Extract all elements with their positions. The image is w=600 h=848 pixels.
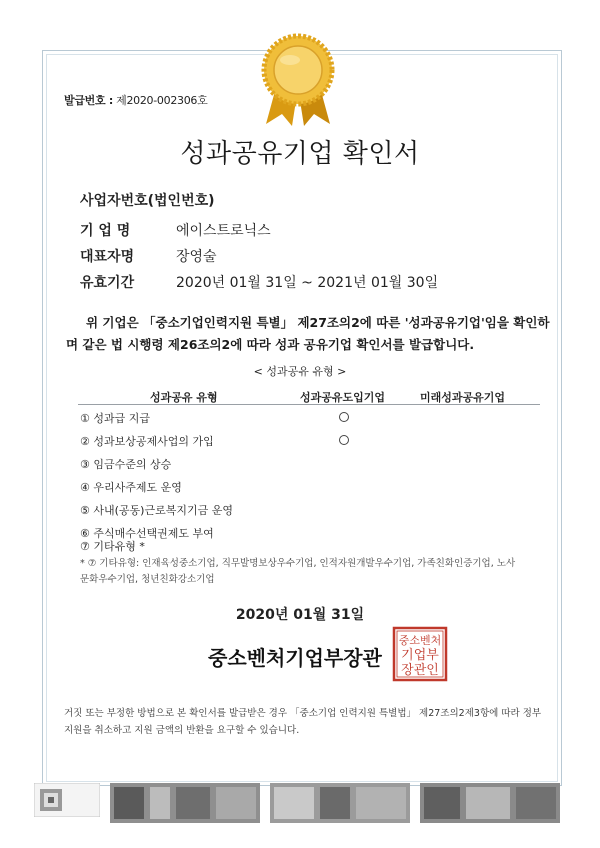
issuer-name: 중소벤처기업부장관 <box>208 646 382 670</box>
field-label: 대표자명 <box>80 249 135 265</box>
table-row: ④ 우리사주제도 운영 <box>80 481 182 494</box>
verification-code-icon <box>34 783 100 817</box>
table-row: ① 성과급 지급 <box>80 412 150 425</box>
paragraph-line: 며 같은 법 시행령 제26조의2에 따라 성과 공유기업 확인서를 발급합니다. <box>66 337 475 352</box>
stamp-text: 중소벤처 <box>398 634 442 647</box>
security-barcode-icon <box>270 783 410 823</box>
stamp-text: 장관인 <box>401 663 439 678</box>
table-row: ⑦ 기타유형 * <box>80 540 145 553</box>
footnote <box>80 556 525 588</box>
adopted-mark-icon <box>339 412 349 422</box>
footnote-line: * ⑦ 기타유형: 인재육성중소기업, 직무발명보상우수기업, 인적자원개발우수기업, 가족친화인증기업, 노사 <box>80 558 516 569</box>
table-row: ③ 임금수준의 상승 <box>80 458 172 471</box>
page-title: 성과공유기업 확인서 <box>180 139 420 169</box>
legal-notice <box>64 705 544 739</box>
table-row: ⑥ 주식매수선택권제도 부여 <box>80 527 214 540</box>
header-future: 미래성과공유기업 <box>420 391 506 404</box>
header-type: 성과공유 유형 <box>150 391 218 404</box>
official-stamp-icon <box>392 626 448 682</box>
field-value: 장영술 <box>176 249 217 265</box>
legal-notice-line: 지원을 취소하고 지원 금액의 반환을 요구할 수 있습니다. <box>64 725 300 736</box>
table-header-rule <box>78 404 540 405</box>
footnote-line: 문화우수기업, 청년친화강소기업 <box>80 574 215 585</box>
issue-number-label: 발급번호 : <box>64 94 113 107</box>
adopted-mark-icon <box>339 435 349 445</box>
field-label: 사업자번호(법인번호) <box>80 193 215 209</box>
security-barcode-icon <box>420 783 560 823</box>
field-label: 기 업 명 <box>80 223 131 239</box>
field-value: 에이스트로닉스 <box>176 223 271 239</box>
table-row: ② 성과보상공제사업의 가입 <box>80 435 214 448</box>
table-row: ⑤ 사내(공동)근로복지기금 운영 <box>80 504 233 517</box>
header-adopted: 성과공유도입기업 <box>300 391 386 404</box>
field-label: 유효기간 <box>80 275 135 291</box>
confirmation-paragraph <box>66 312 550 356</box>
paragraph-line: 위 기업은 「중소기업인력지원 특별」 제27조의2에 따른 '성과공유기업'임을 확인하 <box>86 315 550 330</box>
stamp-text: 기업부 <box>401 648 439 663</box>
issue-number <box>64 92 207 108</box>
field-value: 2020년 01월 31일 ~ 2021년 01월 30일 <box>176 275 439 291</box>
legal-notice-line: 거짓 또는 부정한 방법으로 본 확인서를 발급받은 경우 「중소기업 인력지원 특별법」 제27조의2제3항에 따라 정부 <box>64 708 542 719</box>
issue-date: 2020년 01월 31일 <box>235 607 365 623</box>
security-barcode-icon <box>110 783 260 823</box>
gold-seal-icon <box>248 28 348 128</box>
section-title: < 성과공유 유형 > <box>253 365 347 378</box>
issue-number-value: 제2020-002306호 <box>116 94 208 107</box>
